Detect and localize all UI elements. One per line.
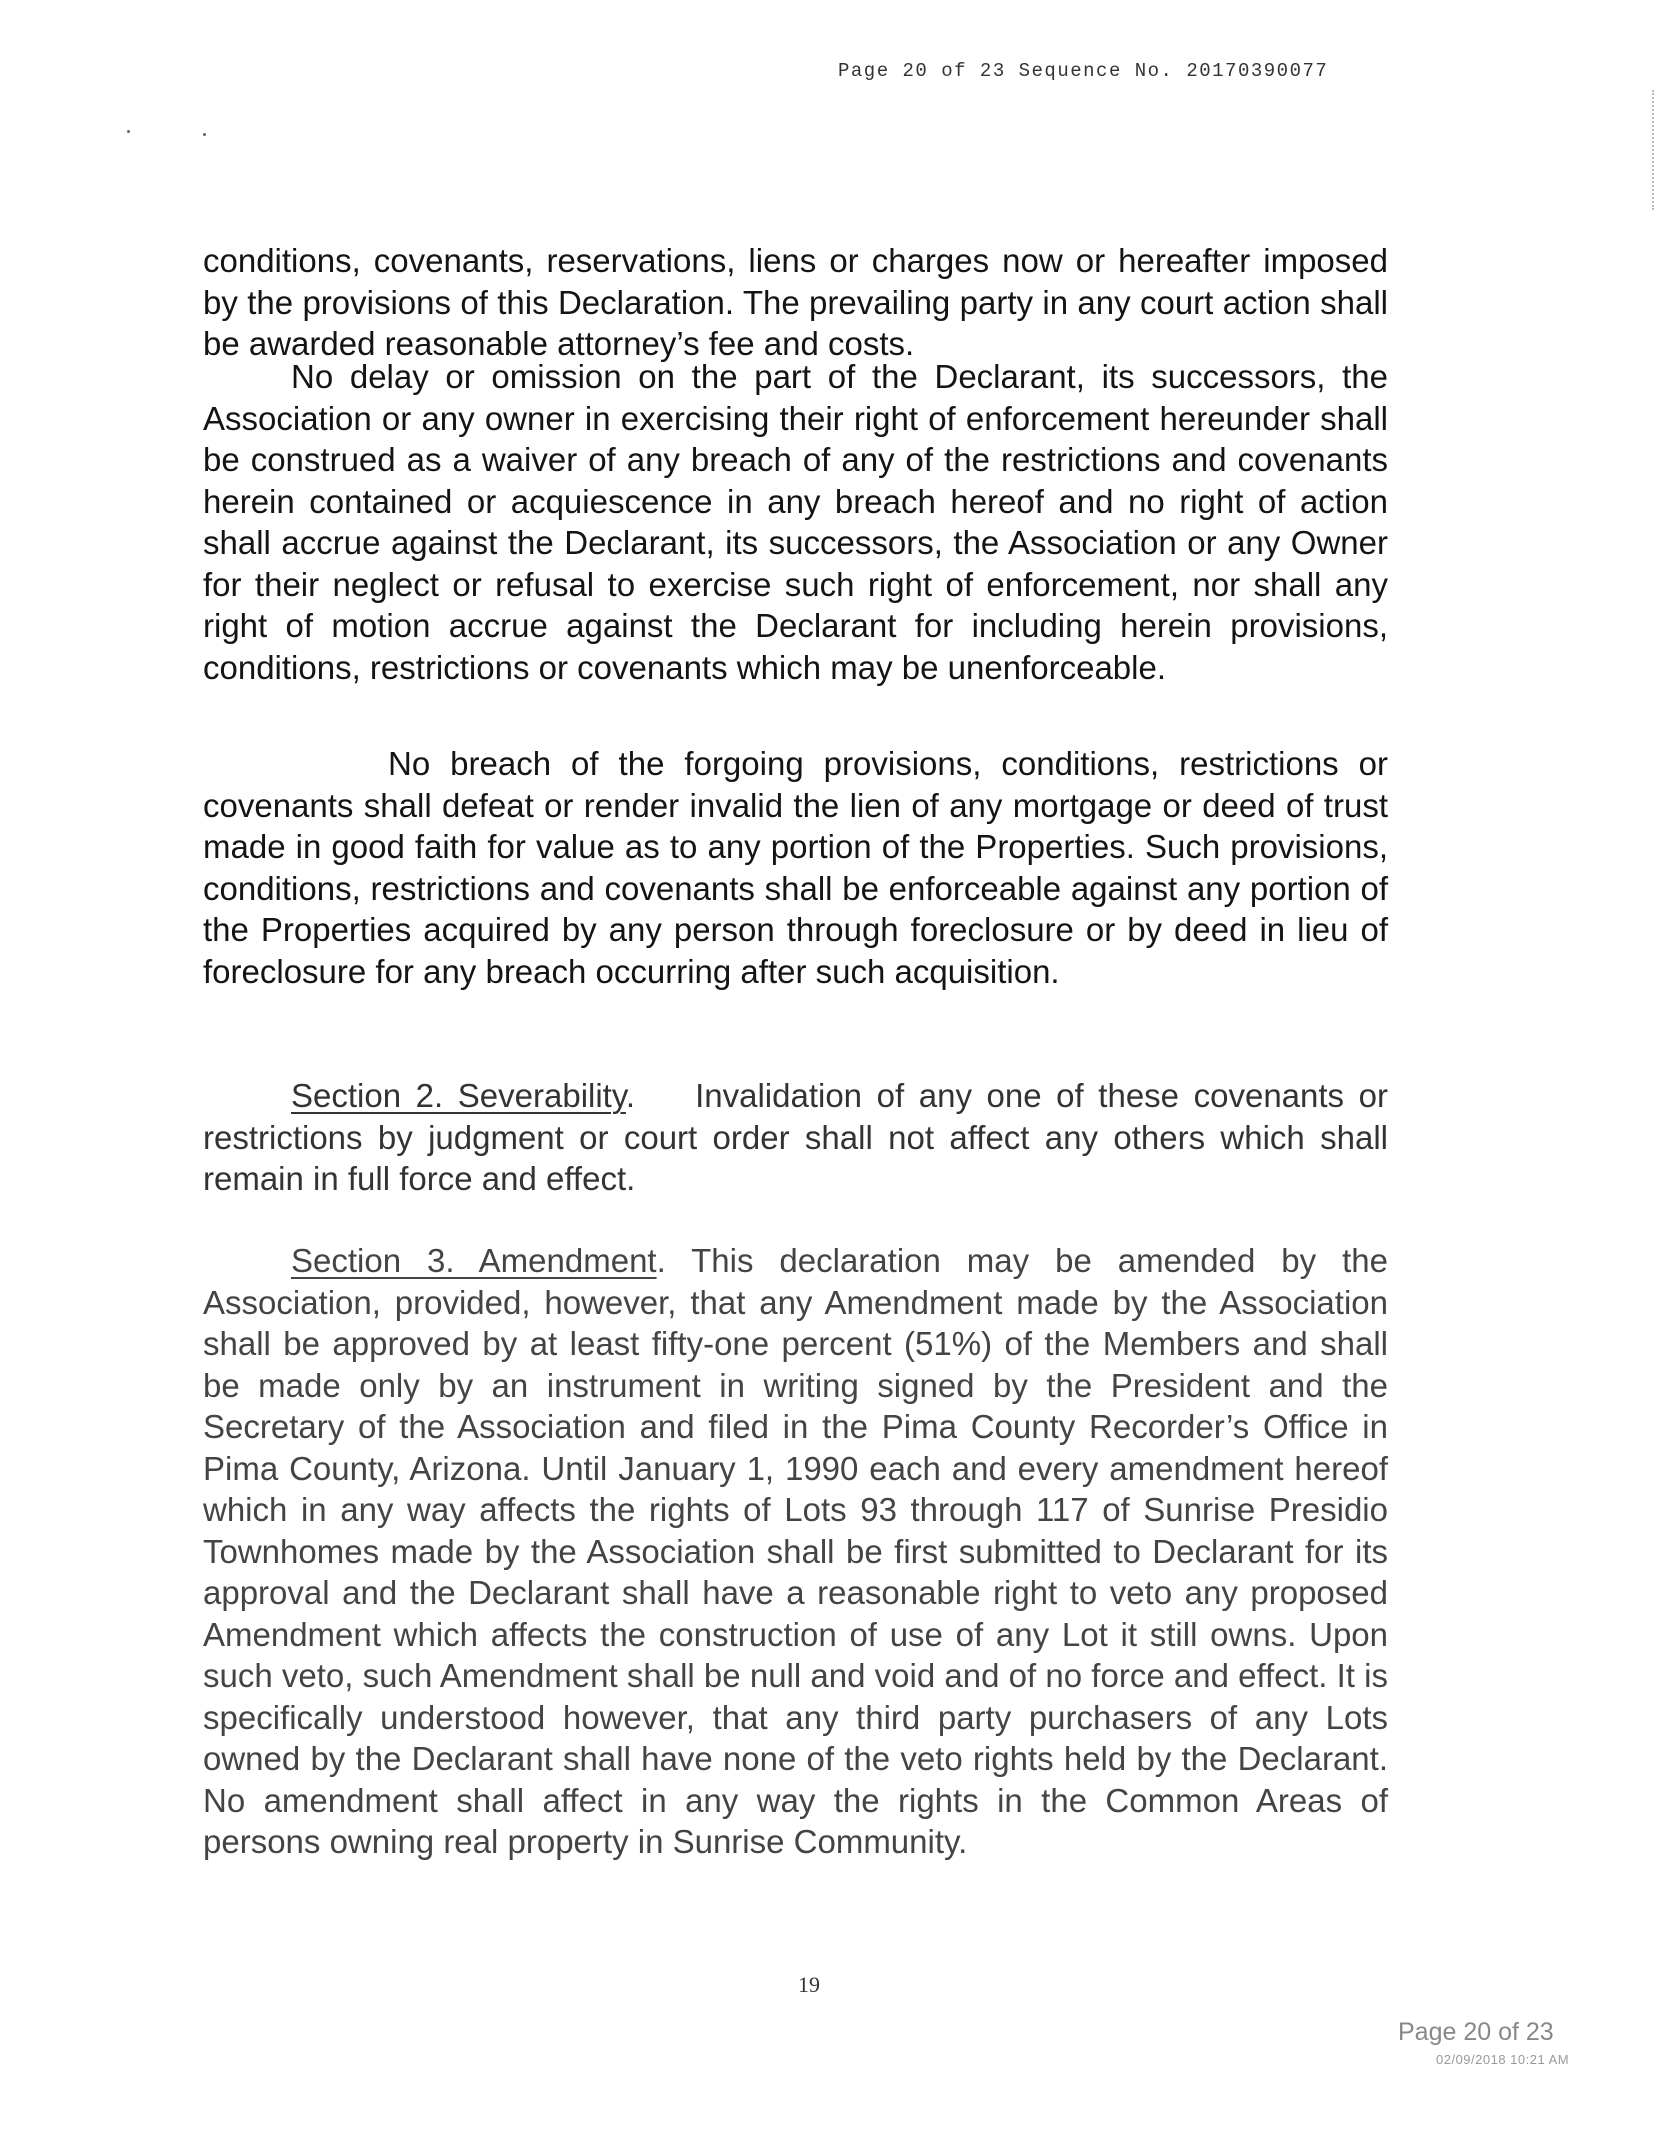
section-amendment-heading: Section 3. Amendment [291,1242,657,1279]
paragraph-no-waiver: No delay or omission on the part of the Declarant, its successors, the Association or any owner in exercising their right of enforcement hereunder shall be construed as a waiver of any breach of any of the restrictions and covenants herein contained or acquiescence in any breach hereof and no right of action shall accrue against the Declarant, its successors, the Association or any Owner for their neglect or refusal to exercise such right of enforcement, nor shall any right of motion accrue against the Declarant for including herein provisions, conditions, restrictions or covenants which may be unenforceable. [203,358,1388,686]
paragraph-mortgage-protection: No breach of the forgoing provisions, conditions, restrictions or covenants shall defeat or render invalid the lien of any mortgage or deed of trust made in good faith for value as to any portion of the Properties. Such provisions, conditions, restrictions and covenants shall be enforceable against any portion of the Properties acquired by any person through foreclosure or by deed in lieu of foreclosure for any breach occurring after such acquisition. [203,745,1388,990]
footer-timestamp: 02/09/2018 10:21 AM [1436,2052,1570,2067]
scan-edge-marks [1652,90,1656,210]
heading-period: . [625,1077,636,1114]
section-amendment [203,1240,1388,1863]
scan-speck [203,133,206,136]
sequence-header: Page 20 of 23 Sequence No. 20170390077 [838,60,1329,82]
section-severability-body: Invalidation of any one of these covenants or restrictions by judgment or court order shall not affect any others which shall remain in full force and effect. [203,1077,1388,1197]
page-number: 19 [798,1972,820,1997]
section-severability [203,1075,1388,1200]
heading-period: . [656,1242,692,1279]
section-severability-heading: Section 2. Severability [291,1077,626,1114]
scan-speck [127,130,130,133]
footer-page-of: Page 20 of 23 [1398,2018,1554,2046]
section-amendment-body: This declaration may be amended by the Association, provided, however, that any Amendment made by the Association shall be approved by at least fifty-one percent (51%) of the Members and shall be made only by an instrument in writing signed by the President and the Secretary of the Association and filed in the Pima County Recorder’s Office in Pima County, Arizona. Until January 1, 1990 each and every amendment hereof which in any way affects the rights of Lots 93 through 117 of Sunrise Presidio Townhomes made by the Association shall be first submitted to Declarant for its approval and the Declarant shall have a reasonable right to veto any proposed Amendment which affects the construction of use of any Lot it still owns. Upon such veto, such Amendment shall be null and void and of no force and effect. It is specifically understood however, that any third party purchasers of any Lots owned by the Declarant shall have none of the veto rights held by the Declarant. No amendment shall affect in any way the rights in the Common Areas of persons owning real property in Sunrise Community. [203,1242,1388,1860]
paragraph-enforcement-costs: conditions, covenants, reservations, liens or charges now or hereafter imposed by the provisions of this Declaration. The prevailing party in any court action shall be awarded reasonable attorney’s fee and costs. [203,242,1388,362]
